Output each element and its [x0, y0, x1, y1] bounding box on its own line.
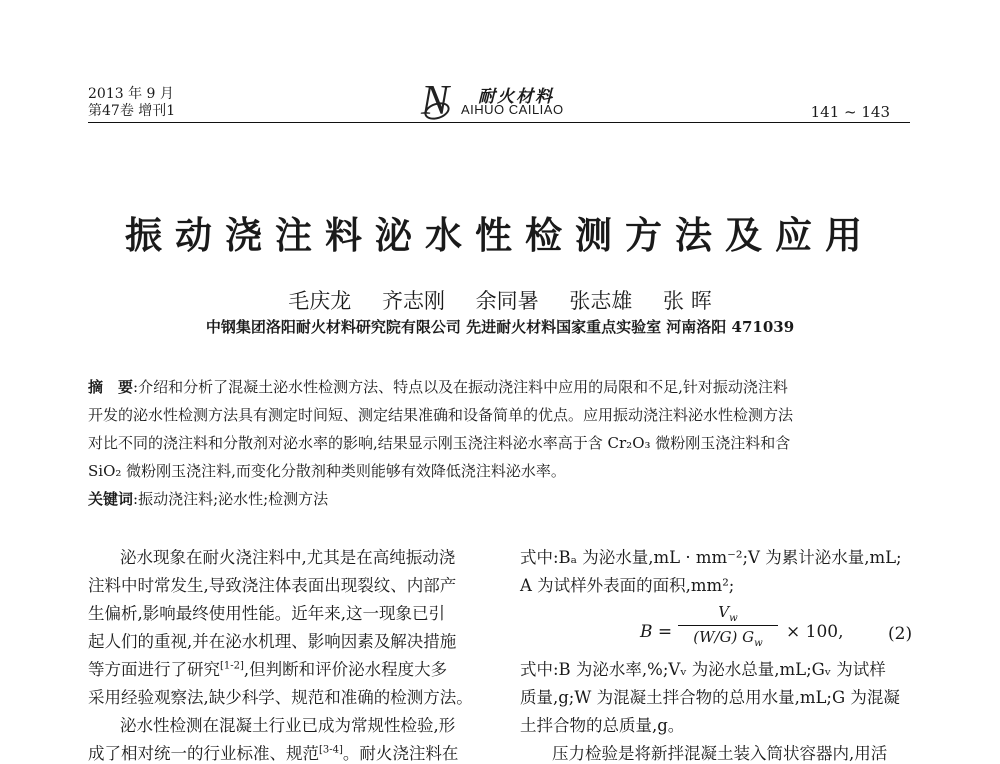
author: 毛庆龙	[288, 289, 352, 313]
equation-numerator: $V_w$	[718, 603, 738, 624]
journal-name-cn: 耐火材料	[478, 87, 554, 107]
author: 张志雄	[569, 289, 633, 313]
body-line: A 为试样外表面的面积,mm²;	[520, 576, 735, 595]
fraction-bar	[678, 625, 778, 626]
body-line: 起人们的重视,并在泌水机理、影响因素及解决措施	[88, 632, 457, 651]
citation-ref: [3-4]	[319, 744, 343, 756]
body-line: 压力检验是将新拌混凝土装入筒状容器内,用活	[552, 744, 888, 763]
abstract-line: 对比不同的浇注料和分散剂对泌水率的影响,结果显示刚玉浇注料泌水率高于含 Cr₂O₃ 微粉刚玉浇注料和含	[88, 434, 791, 452]
issue-date: 2013 年 9 月	[88, 86, 174, 102]
abstract-label: 摘 要	[88, 378, 134, 396]
keywords: 关键词:振动浇注料;泌水性;检测方法	[88, 490, 329, 508]
body-line: 式中:B 为泌水率,%;Vᵥ 为泌水总量,mL;Gᵥ 为试样	[520, 660, 886, 679]
body-line: 成了相对统一的行业标准、规范[3-4]。耐火浇注料在	[88, 744, 459, 763]
body-line: 泌水现象在耐火浇注料中,尤其是在高纯振动浇	[120, 548, 456, 567]
volume-info: 第47卷 增刊1	[88, 103, 176, 119]
header-rule	[88, 122, 910, 123]
body-line: 土拌合物的总质量,g。	[520, 716, 685, 735]
journal-name-en: AIHUO CAILIAO	[461, 102, 564, 117]
body-line: 采用经验观察法,缺少科学、规范和准确的检测方法。	[88, 688, 473, 707]
author: 余同暑	[475, 289, 539, 313]
author: 张 晖	[663, 289, 712, 313]
author: 齐志刚	[381, 289, 445, 313]
citation-ref: [1-2]	[220, 660, 244, 672]
body-line: 式中:Bₐ 为泌水量,mL · mm⁻²;V 为累计泌水量,mL;	[520, 548, 902, 567]
body-line: 注料中时常发生,导致浇注体表面出现裂纹、内部产	[88, 576, 457, 595]
body-line: 生偏析,影响最终使用性能。近年来,这一现象已引	[88, 604, 445, 623]
equation-lhs: B =	[640, 622, 673, 642]
body-line: 质量,g;W 为混凝土拌合物的总用水量,mL;G 为混凝	[520, 688, 900, 707]
equation-number: (2)	[888, 624, 913, 644]
paper-title: 振动浇注料泌水性检测方法及应用	[125, 214, 875, 257]
page-range: 141 ~ 143	[810, 103, 890, 121]
body-line: 等方面进行了研究[1-2],但判断和评价泌水程度大多	[88, 660, 448, 679]
keywords-label: 关键词	[88, 490, 134, 508]
equation-tail: × 100,	[786, 622, 844, 642]
author-list	[0, 285, 1000, 315]
abstract-line: 摘 要:介绍和分析了混凝土泌水性检测方法、特点以及在振动浇注料中应用的局限和不足,针对振动浇注料	[88, 378, 788, 396]
affiliation: 中钢集团洛阳耐火材料研究院有限公司 先进耐火材料国家重点实验室 河南洛阳 471039	[205, 318, 795, 336]
abstract-line: SiO₂ 微粉刚玉浇注料,而变化分散剂种类则能够有效降低浇注料泌水率。	[88, 462, 566, 480]
equation-denominator: (W/G) $G_w$	[693, 628, 763, 649]
abstract-line: 开发的泌水性检测方法具有测定时间短、测定结果准确和设备简单的优点。应用振动浇注料泌水性检测方法	[88, 406, 794, 424]
body-line: 泌水性检测在混凝土行业已成为常规性检验,形	[120, 716, 456, 735]
journal-logo-letter: N	[421, 78, 450, 124]
